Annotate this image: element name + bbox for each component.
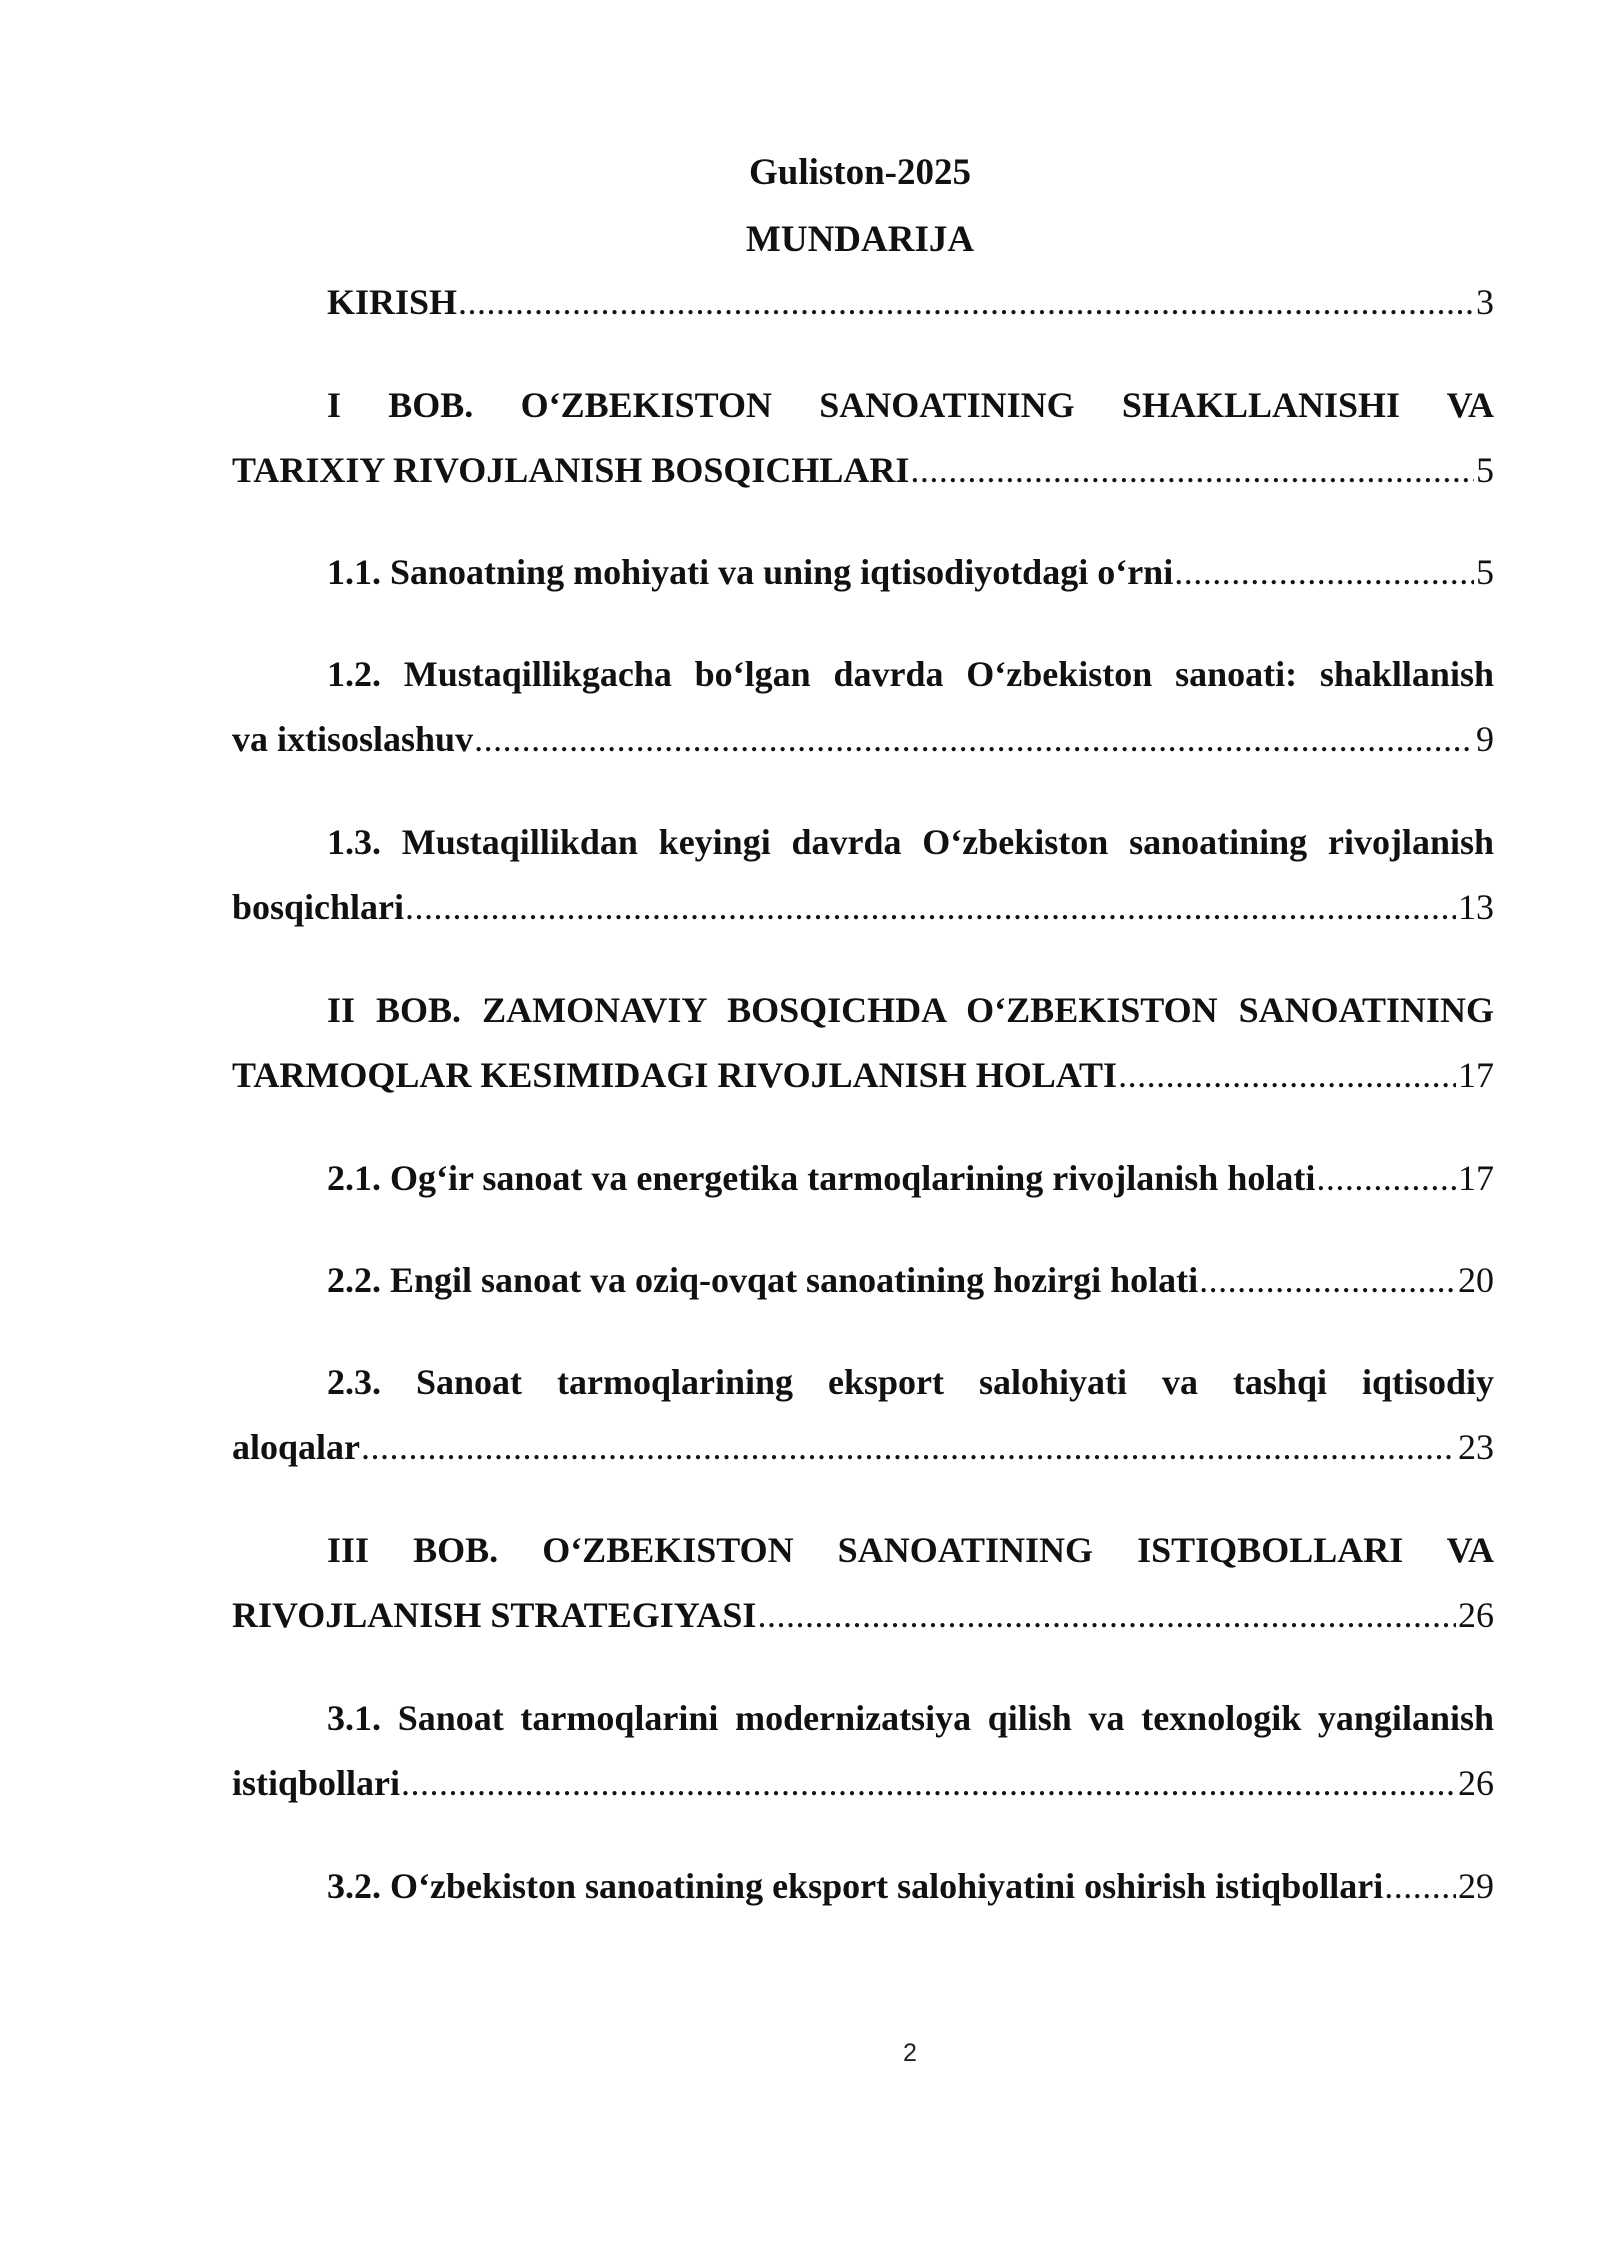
toc-page-number: 17 [1458, 1158, 1494, 1198]
toc-entry-title-line-1: II BOB. ZAMONAVIY BOSQICHDA O‘ZBEKISTON SANOATINING [327, 990, 1494, 1030]
toc-page-number: 23 [1458, 1427, 1494, 1467]
toc-page-number: 20 [1458, 1260, 1494, 1300]
toc-entry-chapter-3[interactable] [232, 1518, 1494, 1648]
toc-entry-title: 1.1. Sanoatning mohiyati va uning iqtisodiyotdagi o‘rni [327, 552, 1174, 592]
toc-entry-title: 2.2. Engil sanoat va oziq-ovqat sanoatining hozirgi holati [327, 1260, 1199, 1300]
dot-leader [1199, 1248, 1456, 1313]
dot-leader [405, 875, 1456, 940]
dot-leader [474, 707, 1474, 772]
toc-entry-section-3-2[interactable] [232, 1854, 1494, 1919]
toc-entry-title-line-2: RIVOJLANISH STRATEGIYASI [232, 1595, 757, 1635]
toc-entry-chapter-1[interactable] [232, 373, 1494, 503]
toc-entry-title-line-1: 3.1. Sanoat tarmoqlarini modernizatsiya qilish va texnologik yangilanish [327, 1698, 1494, 1738]
dot-leader [1118, 1043, 1456, 1108]
dot-leader [458, 270, 1474, 335]
dot-leader [361, 1415, 1456, 1480]
toc-entry-section-1-1[interactable] [232, 540, 1494, 605]
toc-entry-section-2-2[interactable] [232, 1248, 1494, 1313]
dot-leader [910, 438, 1474, 503]
toc-entry-title-line-2: va ixtisoslashuv [232, 719, 474, 759]
dot-leader [1316, 1146, 1456, 1211]
dot-leader [1174, 540, 1474, 605]
toc-entry-section-1-3[interactable] [232, 810, 1494, 940]
toc-entry-title: 2.1. Og‘ir sanoat va energetika tarmoqlarining rivojlanish holati [327, 1158, 1316, 1198]
toc-page-number: 26 [1458, 1595, 1494, 1635]
toc-title: MUNDARIJA [745, 219, 975, 260]
toc-entry-title-line-2: TARMOQLAR KESIMIDAGI RIVOJLANISH HOLATI [232, 1055, 1118, 1095]
toc-entry-title-line-1: 2.3. Sanoat tarmoqlarining eksport salohiyati va tashqi iqtisodiy [327, 1362, 1494, 1402]
toc-entry-title-line-1: 1.2. Mustaqillikgacha bo‘lgan davrda O‘zbekiston sanoati: shakllanish [327, 654, 1494, 694]
toc-entry-title: 3.2. O‘zbekiston sanoatining eksport salohiyatini oshirish istiqbollari [327, 1866, 1384, 1906]
toc-entry-title-line-2: bosqichlari [232, 887, 405, 927]
toc-entry-title-line-2: istiqbollari [232, 1763, 401, 1803]
toc-page-number: 26 [1458, 1763, 1494, 1803]
toc-entry-title-line-1: I BOB. O‘ZBEKISTON SANOATINING SHAKLLANISHI VA [327, 385, 1494, 425]
dot-leader [757, 1583, 1456, 1648]
city-year-heading: Guliston-2025 [748, 152, 972, 193]
dot-leader [401, 1751, 1456, 1816]
dot-leader [1384, 1854, 1456, 1919]
toc-entry-section-2-1[interactable] [232, 1146, 1494, 1211]
toc-entry-title-line-1: III BOB. O‘ZBEKISTON SANOATINING ISTIQBOLLARI VA [327, 1530, 1494, 1570]
toc-page-number: 3 [1476, 282, 1494, 322]
toc-entry-title: KIRISH [327, 282, 458, 322]
toc-page-number: 9 [1476, 719, 1494, 759]
toc-entry-title-line-1: 1.3. Mustaqillikdan keyingi davrda O‘zbekiston sanoatining rivojlanish [327, 822, 1494, 862]
toc-page-number: 5 [1476, 552, 1494, 592]
toc-entry-section-2-3[interactable] [232, 1350, 1494, 1480]
toc-page-number: 17 [1458, 1055, 1494, 1095]
toc-page-number: 5 [1476, 450, 1494, 490]
toc-page-number: 13 [1458, 887, 1494, 927]
toc-entry-title-line-2: TARIXIY RIVOJLANISH BOSQICHLARI [232, 450, 910, 490]
toc-entry-section-1-2[interactable] [232, 642, 1494, 772]
toc-entry-chapter-2[interactable] [232, 978, 1494, 1108]
toc-entry-introduction[interactable] [232, 270, 1494, 335]
toc-entry-title-line-2: aloqalar [232, 1427, 361, 1467]
toc-entry-section-3-1[interactable] [232, 1686, 1494, 1816]
page-number: 2 [903, 2039, 917, 2067]
toc-page-number: 29 [1458, 1866, 1494, 1906]
